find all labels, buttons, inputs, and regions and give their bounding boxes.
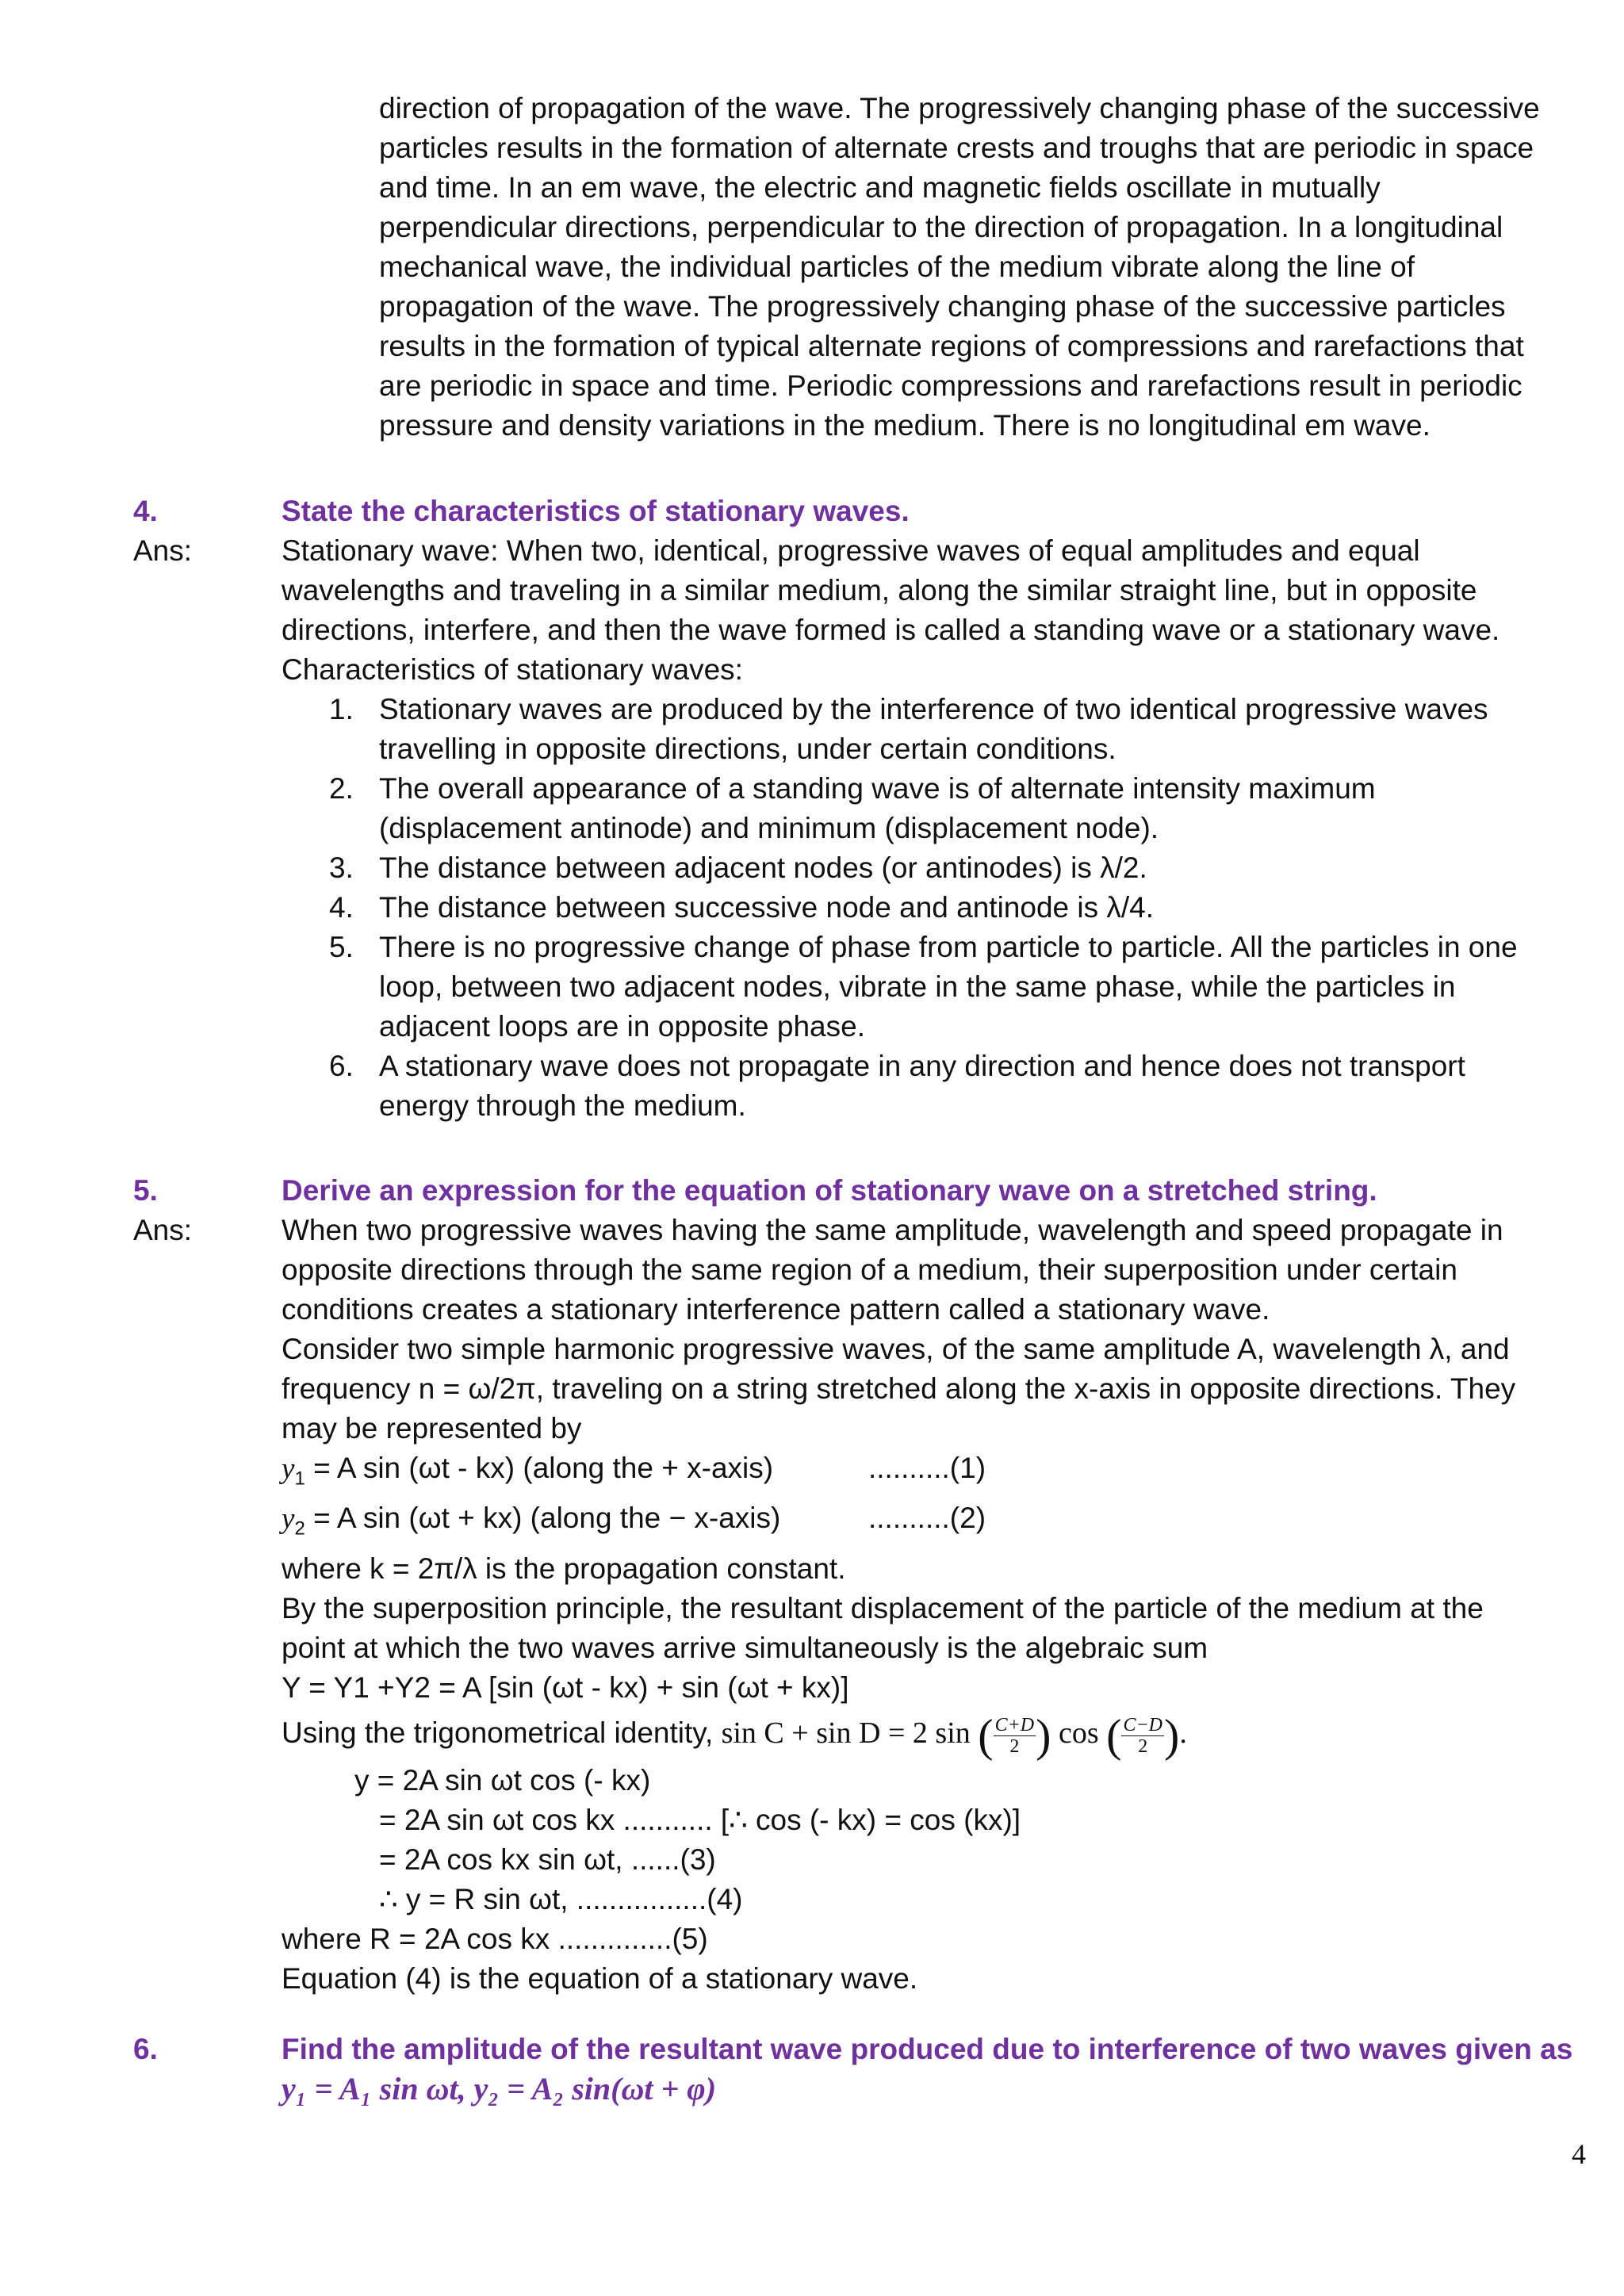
- list-number: 1.: [329, 693, 354, 725]
- fraction: [994, 1715, 1036, 1757]
- text-line: perpendicular directions, perpendicular to the direction of propagation. In a longitudinal: [379, 211, 1503, 243]
- text-line: propagation of the wave. The progressively changing phase of the successive particles: [379, 290, 1506, 323]
- fraction-numerator: C+D: [994, 1714, 1035, 1735]
- list-item: [282, 888, 1590, 928]
- question-text-line: Find the amplitude of the resultant wave produced due to interference of two waves given as: [282, 2033, 1573, 2065]
- list-item: [282, 848, 1590, 888]
- paren-open: (: [1106, 1709, 1122, 1762]
- text-line: By the superposition principle, the resultant displacement of the particle of the medium at the: [282, 1591, 1484, 1624]
- text-line: The distance between successive node and antinode is λ/4.: [379, 891, 1155, 924]
- text-line: where k = 2π/λ is the propagation constant.: [282, 1552, 846, 1585]
- text-line: loop, between two adjacent nodes, vibrate in the same phase, while the particles in: [379, 970, 1456, 1003]
- text-line: opposite directions through the same region of a medium, their superposition under certain: [282, 1253, 1457, 1286]
- text-line: When two progressive waves having the same amplitude, wavelength and speed propagate in: [282, 1214, 1503, 1246]
- text-line: are periodic in space and time. Periodic compressions and rarefactions result in periodic: [379, 369, 1522, 402]
- page-number: 4: [1572, 2138, 1586, 2170]
- identity-cos: cos: [1058, 1716, 1099, 1750]
- text-line: wavelengths and traveling in a similar medium, along the similar straight line, but in opposite: [282, 574, 1477, 607]
- eq-ref: ..........(1): [868, 1452, 986, 1484]
- text-line: conditions creates a stationary interference pattern called a stationary wave.: [282, 1293, 1270, 1326]
- text-line: and time. In an em wave, the electric and magnetic fields oscillate in mutually: [379, 171, 1381, 204]
- text-line: adjacent loops are in opposite phase.: [379, 1010, 865, 1043]
- list-item: [282, 769, 1590, 848]
- question-number: 6.: [133, 2033, 158, 2065]
- identity-label: Using the trigonometrical identity,: [282, 1716, 714, 1749]
- text-line: The distance between adjacent nodes (or antinodes) is λ/2.: [379, 851, 1147, 884]
- text-line: Y = Y1 +Y2 = A [sin (ωt - kx) + sin (ωt + kx)]: [282, 1670, 849, 1704]
- answer-label: Ans:: [133, 534, 193, 567]
- question-text: Derive an expression for the equation of stationary wave on a stretched string.: [282, 1174, 1377, 1207]
- fraction-numerator: C−D: [1123, 1714, 1162, 1735]
- equation-2: [282, 1498, 1590, 1548]
- step-line: = 2A cos kx sin ωt, ......(3): [379, 1843, 716, 1877]
- eq-variable: y: [282, 1452, 295, 1485]
- text-line: Stationary waves are produced by the interference of two identical progressive waves: [379, 693, 1488, 725]
- text-line: pressure and density variations in the medium. There is no longitudinal em wave.: [379, 409, 1431, 442]
- answer-label: Ans:: [133, 1214, 193, 1246]
- text-line: directions, interfere, and then the wave formed is called a standing wave or a stationary wave.: [282, 614, 1500, 646]
- identity-line: [282, 1708, 1590, 1761]
- equation-1: [282, 1448, 1590, 1498]
- answer-body: [282, 531, 1590, 1126]
- text-line: frequency n = ω/2π, traveling on a string stretched along the x-axis in opposite directions. They: [282, 1372, 1516, 1405]
- step-line: = 2A sin ωt cos kx ........... [∴ cos (- kx) = cos (kx)]: [379, 1804, 1021, 1837]
- list-number: 3.: [329, 851, 354, 884]
- list-number: 2.: [329, 772, 354, 805]
- step-line: ∴ y = R sin ωt, ................(4): [379, 1883, 743, 1916]
- list-number: 6.: [329, 1050, 354, 1082]
- text-line: results in the formation of typical alternate regions of compressions and rarefactions that: [379, 330, 1524, 362]
- text-line: energy through the medium.: [379, 1089, 746, 1122]
- fraction-denominator: 2: [1138, 1735, 1148, 1757]
- question-number: 5.: [133, 1174, 158, 1207]
- identity-end: .: [1179, 1716, 1187, 1750]
- text-line: There is no progressive change of phase from particle to particle. All the particles in one: [379, 931, 1518, 963]
- identity-lhs: sin C + sin D = 2 sin: [721, 1716, 971, 1750]
- eq-variable: y: [282, 1502, 295, 1536]
- question-number: 4.: [133, 495, 158, 527]
- text-line: may be represented by: [282, 1412, 582, 1445]
- step-line: y = 2A sin ωt cos (- kx): [354, 1764, 651, 1797]
- list-item: [282, 1047, 1590, 1126]
- fraction: [1121, 1715, 1164, 1757]
- identity-formula: [721, 1709, 1187, 1762]
- eq-subscript: 2: [294, 1517, 305, 1540]
- text-line: Stationary wave: When two, identical, progressive waves of equal amplitudes and equal: [282, 534, 1420, 567]
- fraction-denominator: 2: [1009, 1735, 1020, 1757]
- question-text: [282, 2030, 1590, 2109]
- question-text: State the characteristics of stationary waves.: [282, 495, 910, 527]
- text-line: Characteristics of stationary waves:: [282, 653, 743, 686]
- eq-text: = A sin (ωt + kx) (along the − x-axis): [304, 1502, 781, 1535]
- text-line: point at which the two waves arrive simultaneously is the algebraic sum: [282, 1631, 1208, 1664]
- text-line: (displacement antinode) and minimum (displacement node).: [379, 812, 1159, 844]
- text-line: A stationary wave does not propagate in any direction and hence does not transport: [379, 1050, 1465, 1082]
- text-line: where R = 2A cos kx ..............(5): [282, 1923, 708, 1956]
- eq-text: = A sin (ωt - kx) (along the + x-axis): [304, 1452, 774, 1484]
- list-number: 4.: [329, 891, 354, 924]
- paren-close: ): [1164, 1709, 1180, 1762]
- list-item: [282, 690, 1590, 769]
- answer-body: [282, 1211, 1590, 1999]
- text-line: particles results in the formation of alternate crests and troughs that are periodic in space: [379, 132, 1534, 164]
- list-item: [282, 928, 1590, 1047]
- eq-subscript: 1: [294, 1468, 305, 1490]
- list-number: 5.: [329, 931, 354, 963]
- text-line: travelling in opposite directions, under certain conditions.: [379, 733, 1116, 765]
- text-line: mechanical wave, the individual particles of the medium vibrate along the line of: [379, 251, 1415, 283]
- paren-open: (: [978, 1709, 994, 1762]
- continuation-paragraph: [379, 89, 1584, 446]
- text-line: The overall appearance of a standing wave is of alternate intensity maximum: [379, 772, 1376, 805]
- text-line: Consider two simple harmonic progressive waves, of the same amplitude A, wavelength λ, and: [282, 1333, 1510, 1365]
- question-math: y₁ = A₁ sin ωt, y₂ = A₂ sin(ωt + φ): [282, 2071, 717, 2107]
- paren-close: ): [1036, 1709, 1051, 1762]
- eq-ref: ..........(2): [868, 1502, 986, 1535]
- text-line: Equation (4) is the equation of a stationary wave.: [282, 1962, 918, 1996]
- text-line: direction of propagation of the wave. The progressively changing phase of the successive: [379, 92, 1540, 124]
